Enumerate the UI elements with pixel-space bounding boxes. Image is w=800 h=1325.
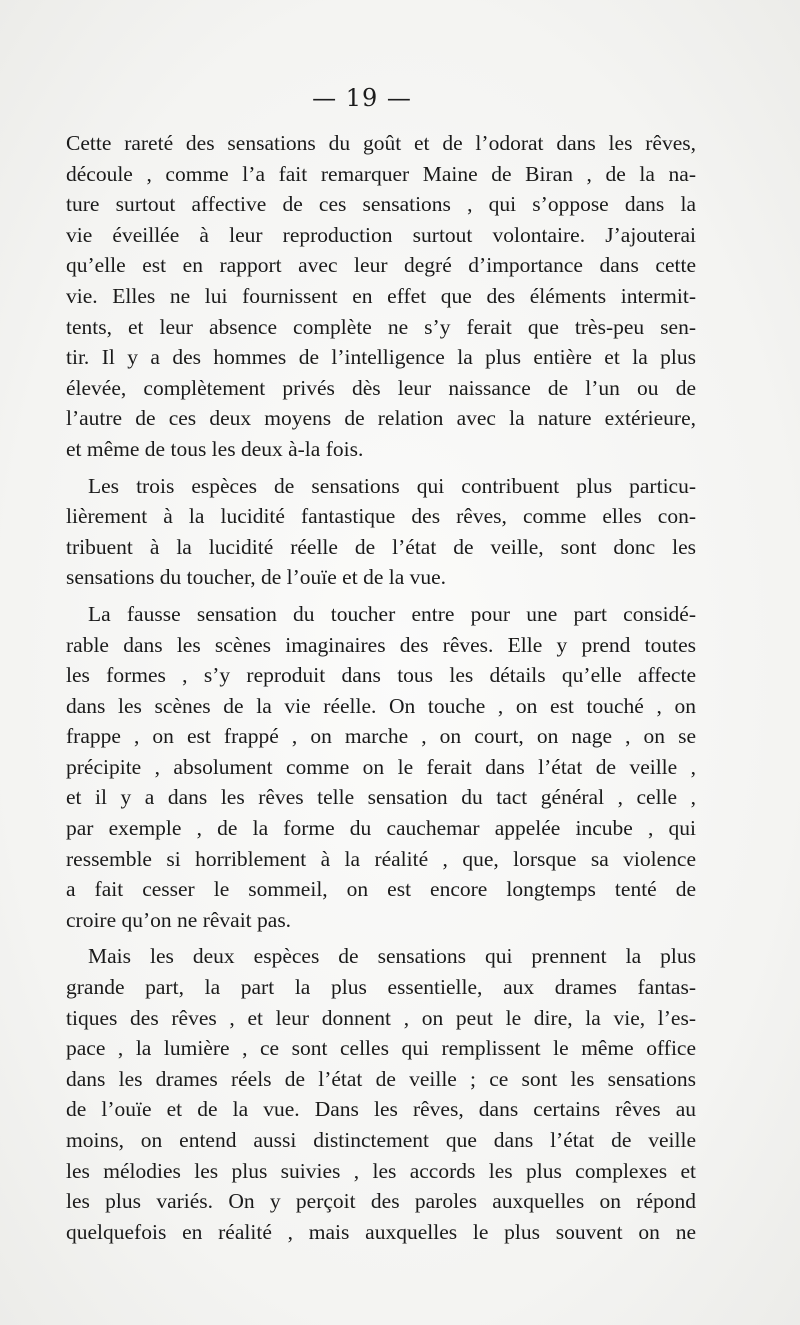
text-line: lièrement à la lucidité fantastique des rêves, comme elles con- (66, 504, 696, 529)
paragraph (66, 128, 696, 465)
text-line: tribuent à la lucidité réelle de l’état de veille, sont donc les (66, 534, 696, 559)
text-line: par exemple , de la forme du cauchemar appelée incube , qui (66, 816, 696, 841)
text-line: qu’elle est en rapport avec leur degré d’importance dans cette (66, 253, 696, 278)
text-line: les mélodies les plus suivies , les accords les plus complexes et (66, 1158, 696, 1183)
text-line: dans les drames réels de l’état de veille ; ce sont les sensations (66, 1066, 696, 1091)
text-line: les formes , s’y reproduit dans tous les détails qu’elle affecte (66, 663, 696, 688)
text-line: élevée, complètement privés dès leur naissance de l’un ou de (66, 375, 696, 400)
paragraph (66, 599, 696, 936)
text-line: ture surtout affective de ces sensations , qui s’oppose dans la (66, 192, 696, 217)
text-line: tents, et leur absence complète ne s’y ferait que très-peu sen- (66, 314, 696, 339)
page-number: — 19 — (312, 84, 412, 112)
text-line: Mais les deux espèces de sensations qui prennent la plus (88, 944, 696, 969)
text-line: croire qu’on ne rêvait pas. (66, 907, 292, 932)
text-line: et il y a dans les rêves telle sensation du tact général , celle , (66, 785, 696, 810)
text-line: grande part, la part la plus essentielle, aux drames fantas- (66, 975, 696, 1000)
paragraph (66, 941, 696, 1247)
text-line: et même de tous les deux à-la fois. (66, 436, 364, 461)
text-line: l’autre de ces deux moyens de relation avec la nature extérieure, (66, 406, 696, 431)
text-line: Cette rareté des sensations du goût et de l’odorat dans les rêves, (66, 131, 696, 155)
text-line: les plus variés. On y perçoit des paroles auxquelles on répond (66, 1189, 696, 1214)
text-line: découle , comme l’a fait remarquer Maine de Biran , de la na- (66, 161, 696, 186)
body-text (66, 128, 696, 1247)
text-line: vie éveillée à leur reproduction surtout volontaire. J’ajouterai (66, 222, 696, 247)
text-line: précipite , absolument comme on le ferait dans l’état de veille , (66, 754, 696, 779)
text-line: de l’ouïe et de la vue. Dans les rêves, dans certains rêves au (66, 1097, 696, 1122)
text-line: dans les scènes de la vie réelle. On touche , on est touché , on (66, 693, 696, 718)
text-line: moins, on entend aussi distinctement que dans l’état de veille (66, 1128, 696, 1152)
paragraph (66, 471, 696, 593)
text-line: rable dans les scènes imaginaires des rêves. Elle y prend toutes (66, 632, 696, 657)
text-line: tiques des rêves , et leur donnent , on peut le dire, la vie, l’es- (66, 1005, 696, 1030)
text-line: Les trois espèces de sensations qui contribuent plus particu- (88, 473, 696, 498)
text-line: vie. Elles ne lui fournissent en effet que des éléments intermit- (66, 283, 696, 308)
text-line: tir. Il y a des hommes de l’intelligence la plus entière et la plus (66, 345, 696, 370)
text-line: ressemble si horriblement à la réalité , que, lorsque sa violence (66, 846, 696, 871)
text-line: quelquefois en réalité , mais auxquelles le plus souvent on ne (66, 1219, 696, 1244)
text-line: sensations du toucher, de l’ouïe et de la vue. (66, 565, 447, 590)
text-line: frappe , on est frappé , on marche , on court, on nage , on se (66, 724, 696, 749)
text-line: a fait cesser le sommeil, on est encore longtemps tenté de (66, 877, 696, 902)
text-line: pace , la lumière , ce sont celles qui remplissent le même office (66, 1036, 696, 1061)
text-line: La fausse sensation du toucher entre pour une part considé- (88, 601, 696, 626)
